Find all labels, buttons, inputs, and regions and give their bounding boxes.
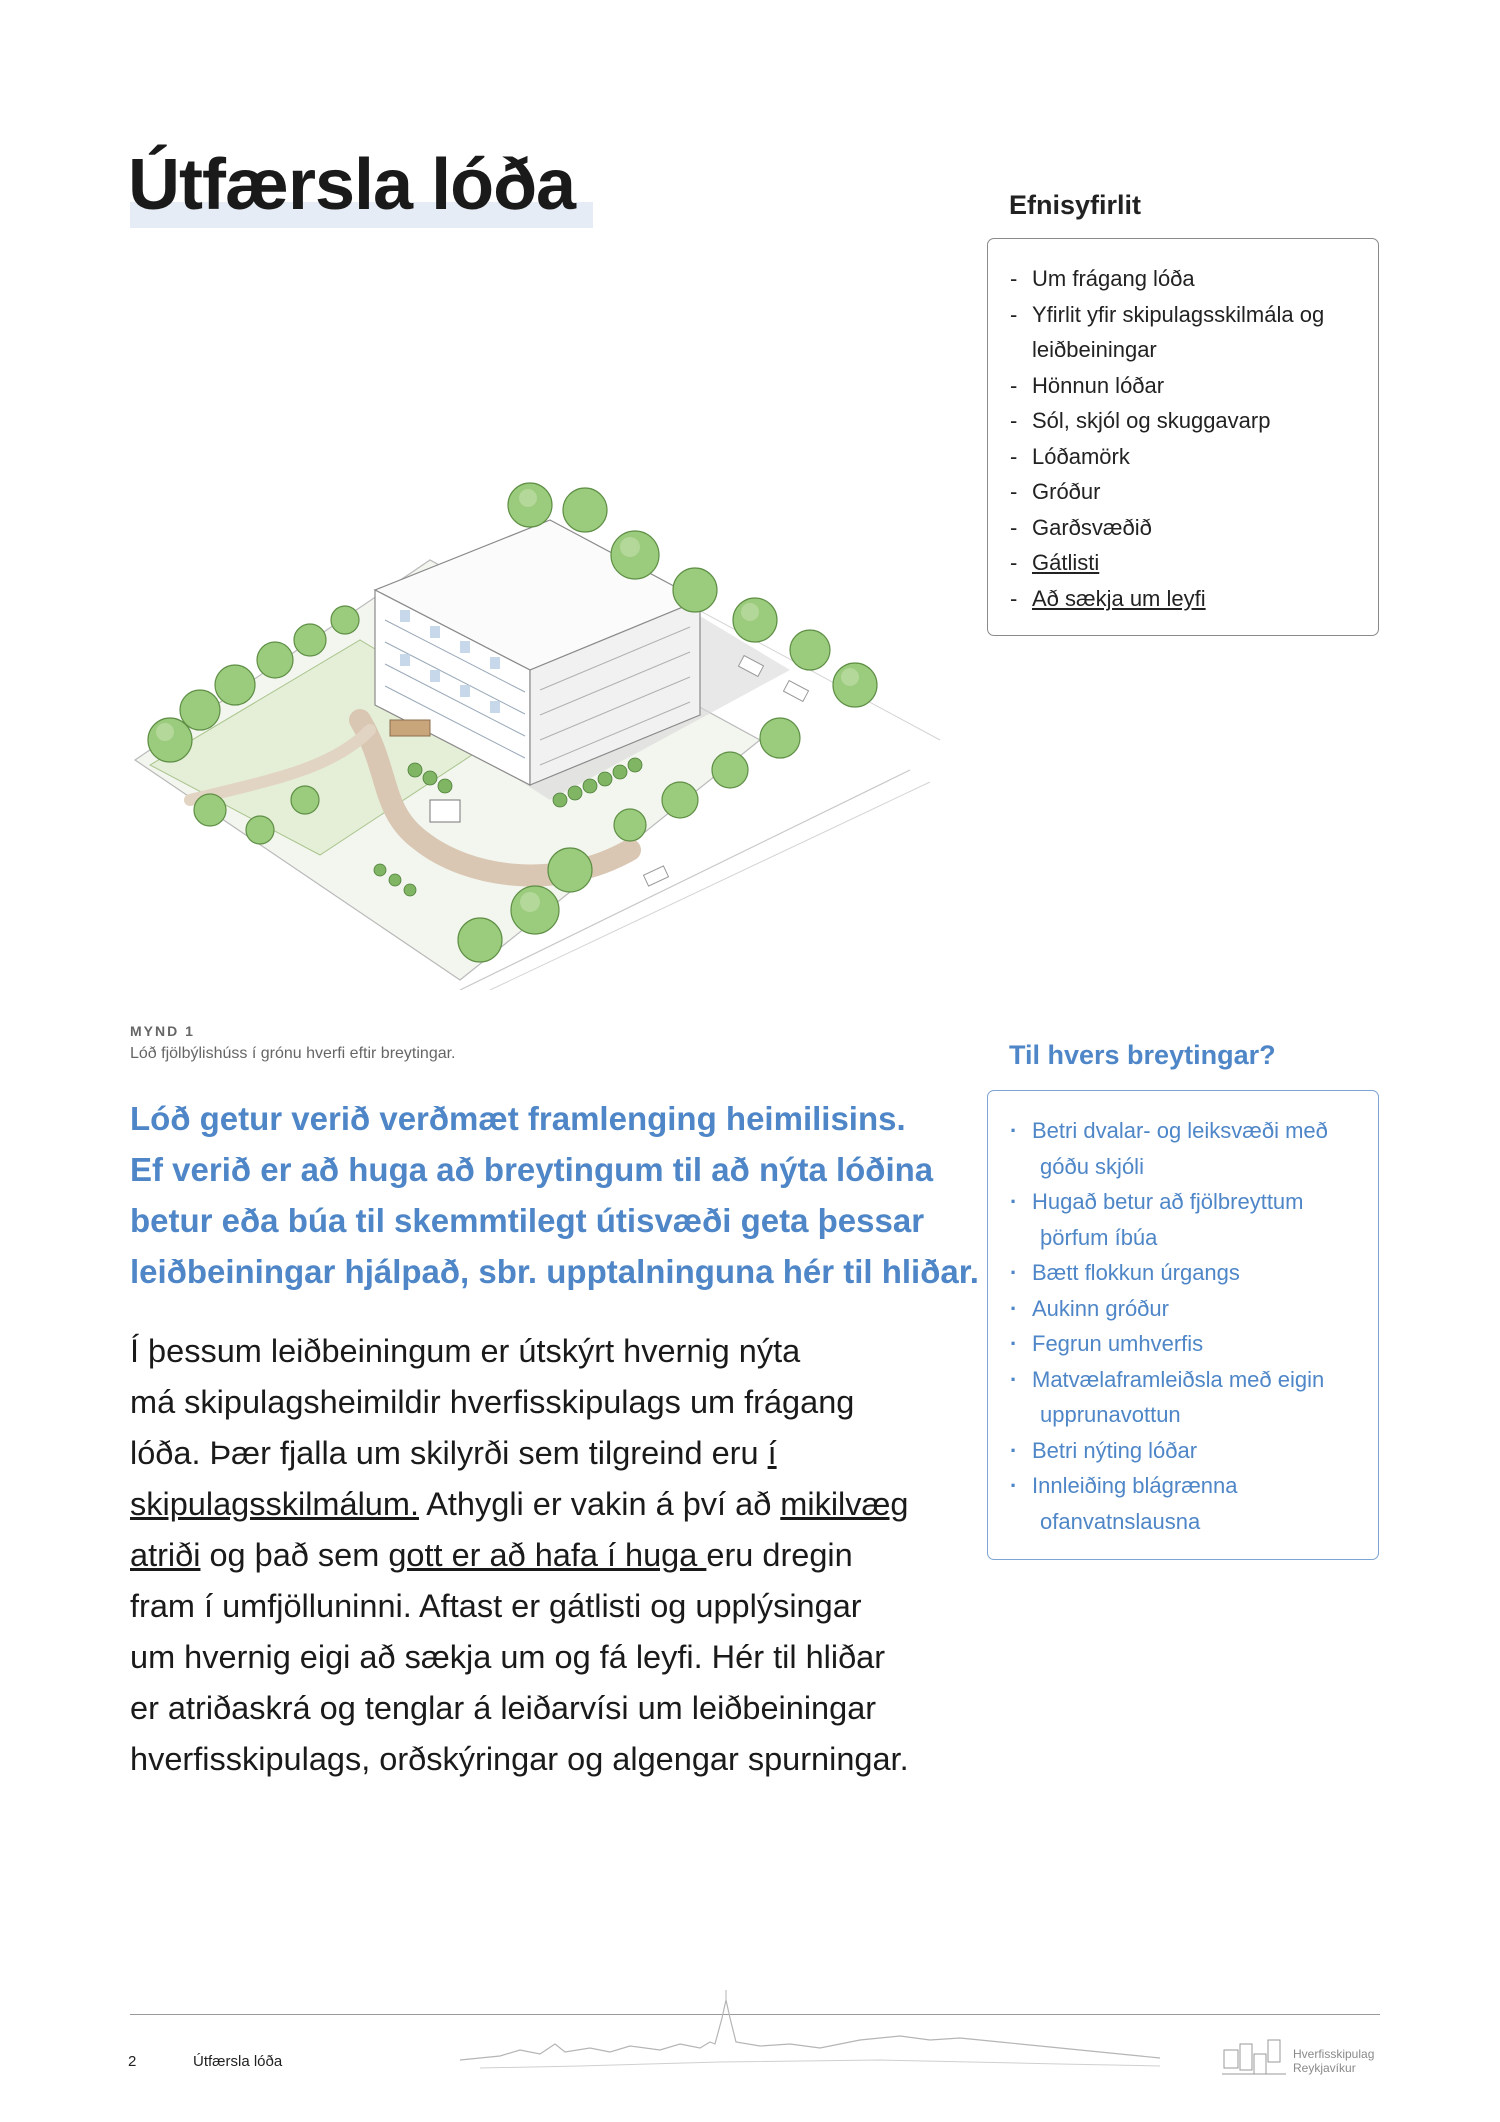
toc-item-yfirlit[interactable]: - Yfirlit yfir skipulagsskilmála og — [1010, 297, 1370, 333]
page-title: Útfærsla lóða — [128, 145, 576, 225]
why-heading: Til hvers breytingar? — [1009, 1040, 1276, 1070]
why-item: · Innleiðing blágrænna ofanvatnslausna — [1008, 1468, 1368, 1539]
body-line: Í þessum leiðbeiningum er útskýrt hvernig nýta — [130, 1333, 801, 1369]
site-illustration — [130, 470, 950, 990]
why-item: · Matvælaframleiðsla með eigin upprunavottun — [1008, 1362, 1368, 1433]
page-number: 2 — [128, 2053, 137, 2070]
toc-link-gatlisti[interactable]: - Gátlisti — [1010, 545, 1370, 581]
link-atridi[interactable]: atriði — [130, 1537, 201, 1573]
toc-item-um-fragang[interactable]: - Um frágang lóða — [1010, 261, 1370, 297]
body-line: hverfisskipulags, orðskýringar og algengar spurningar. — [130, 1741, 909, 1777]
toc-item-gardsvaedid[interactable]: - Garðsvæðið — [1010, 510, 1370, 546]
link-mikilvaeg[interactable]: mikilvæg — [780, 1486, 909, 1522]
lead-paragraph — [130, 1093, 980, 1297]
lead-line: leiðbeiningar hjálpað, sbr. upptalninguna hér til hliðar. — [130, 1253, 979, 1290]
toc-item-sol-skjol[interactable]: - Sól, skjól og skuggavarp — [1010, 403, 1370, 439]
toc-item-grodur[interactable]: - Gróður — [1010, 474, 1370, 510]
why-item: · Betri nýting lóðar — [1008, 1433, 1368, 1469]
body-line: fram í umfjölluninni. Aftast er gátlisti og upplýsingar — [130, 1588, 862, 1624]
link-gott-er-ad-hafa[interactable]: gott er að hafa í huga — [388, 1537, 707, 1573]
body-paragraph — [130, 1326, 950, 1785]
body-line: skipulagsskilmálum. Athygli er vakin á því að mikilvæg — [130, 1486, 909, 1522]
toc-item-honnun[interactable]: - Hönnun lóðar — [1010, 368, 1370, 404]
body-line: er atriðaskrá og tenglar á leiðarvísi um leiðbeiningar — [130, 1690, 877, 1726]
skyline-icon — [460, 1988, 1160, 2076]
logo-wordmark: Hverfisskipulag Reykjavíkur — [1293, 2047, 1375, 2075]
why-list — [1008, 1113, 1368, 1539]
body-line: um hvernig eigi að sækja um og fá leyfi. Hér til hliðar — [130, 1639, 886, 1675]
toc-heading: Efnisyfirlit — [1009, 190, 1142, 220]
why-item: · Bætt flokkun úrgangs — [1008, 1255, 1368, 1291]
body-line: má skipulagsheimildir hverfisskipulags um frágang — [130, 1384, 855, 1420]
why-item: · Hugað betur að fjölbreyttum þörfum íbúa — [1008, 1184, 1368, 1255]
link-skipulagsskilmalum[interactable]: skipulagsskilmálum. — [130, 1486, 419, 1522]
lead-line: Lóð getur verið verðmæt framlenging heimilisins. — [130, 1100, 906, 1137]
why-item: · Fegrun umhverfis — [1008, 1326, 1368, 1362]
toc-list — [1010, 261, 1370, 616]
why-item: · Betri dvalar- og leiksvæði með góðu skjóli — [1008, 1113, 1368, 1184]
toc-link-saekja-um-leyfi[interactable]: - Að sækja um leyfi — [1010, 581, 1370, 617]
why-box — [987, 1090, 1379, 1560]
link-skipulagsskilmalar[interactable]: í — [767, 1435, 777, 1471]
toc-box — [987, 238, 1379, 636]
footer-title: Útfærsla lóða — [193, 2053, 283, 2070]
body-line: atriði og það sem gott er að hafa í huga eru dregin — [130, 1537, 853, 1573]
why-item: · Aukinn gróður — [1008, 1291, 1368, 1327]
toc-item-leidbeiningar[interactable]: leiðbeiningar — [1032, 337, 1157, 362]
body-line: lóða. Þær fjalla um skilyrði sem tilgreind eru í — [130, 1435, 777, 1471]
lead-line: betur eða búa til skemmtilegt útisvæði geta þessar — [130, 1202, 925, 1239]
figure-caption: Lóð fjölbýlishúss í grónu hverfi eftir breytingar. — [130, 1045, 456, 1062]
toc-item-lodamork[interactable]: - Lóðamörk — [1010, 439, 1370, 475]
figure-label: MYND 1 — [130, 1023, 195, 1039]
lead-line: Ef verið er að huga að breytingum til að nýta lóðina — [130, 1151, 934, 1188]
